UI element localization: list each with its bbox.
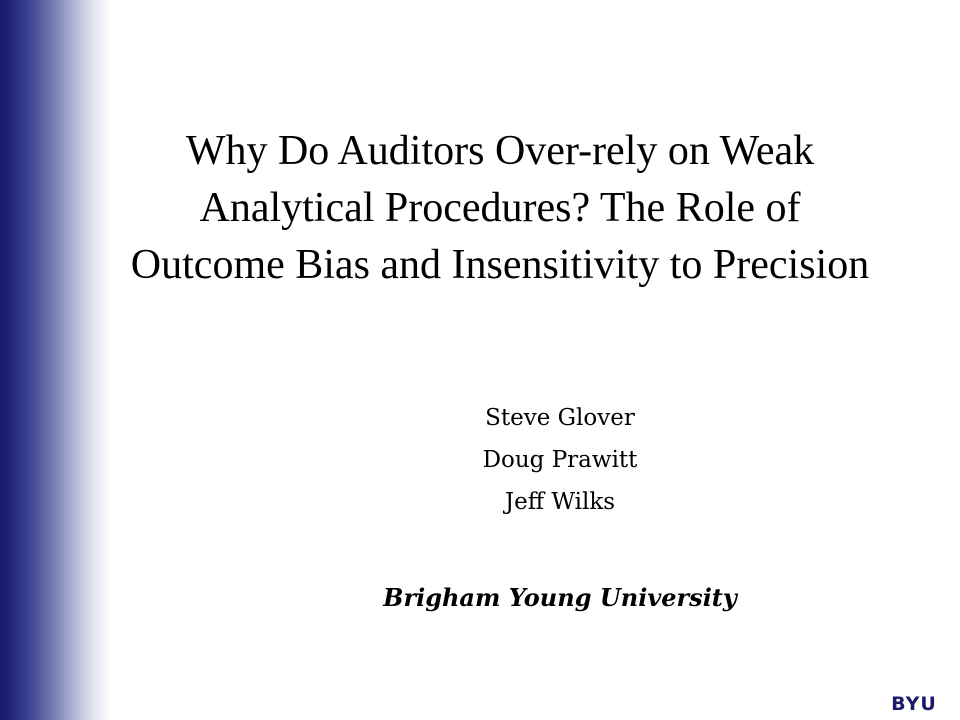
title-line-1: Why Do Auditors Over-rely on Weak (185, 128, 815, 174)
slide-title (60, 123, 940, 294)
affiliation: Brigham Young University (383, 583, 737, 612)
byu-logo: BYU (891, 693, 937, 715)
author-name: Doug Prawitt (482, 447, 638, 473)
left-gradient-band (0, 0, 110, 720)
title-line-2: Analytical Procedures? The Role of (199, 185, 801, 231)
title-line-3: Outcome Bias and Insensitivity to Precision (130, 242, 870, 288)
author-name: Jeff Wilks (504, 489, 616, 515)
author-name: Steve Glover (485, 405, 635, 431)
author-list (310, 397, 810, 523)
